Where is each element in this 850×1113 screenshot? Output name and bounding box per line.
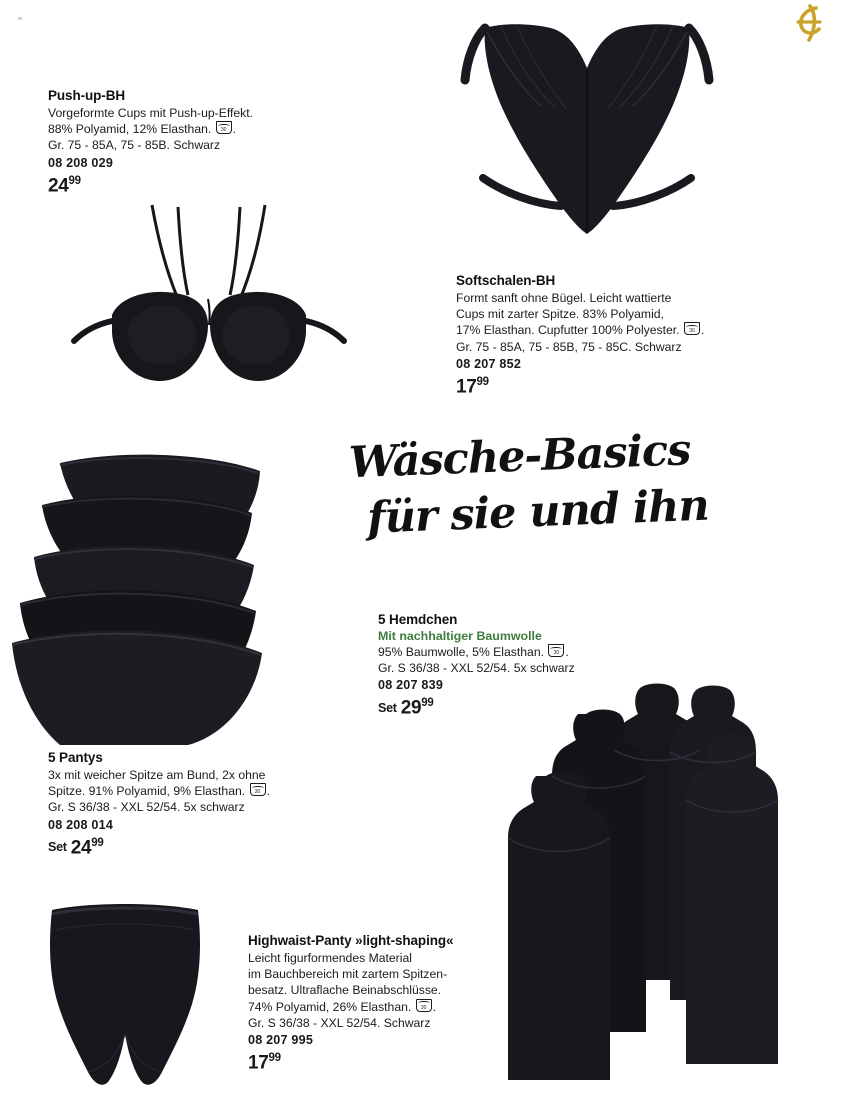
product-description: 3x mit weicher Spitze am Bund, 2x ohne Spitze. 91% Polyamid, 9% Elasthan. 30 . Gr. S 36/38 - XXL 52/54. 5x schwarz <box>48 767 318 816</box>
desc-line-2: 88% Polyamid, 12% Elasthan. <box>48 122 212 137</box>
price-cents: 99 <box>268 1052 281 1065</box>
product-description: Formt sanft ohne Bügel. Leicht wattierte Cups mit zarter Spitze. 83% Polyamid, 17% Elasthan. Cupfutter 100% Polyester. 30 . Gr. 75 - 85A, 75 - 85B, 75 - 85C. Schwarz <box>456 290 736 355</box>
price <box>48 837 318 859</box>
page-corner-mark: ≡ <box>18 16 22 23</box>
desc-line-1: Formt sanft ohne Bügel. Leicht wattierte <box>456 291 672 305</box>
price-cents: 99 <box>68 174 81 187</box>
product-block-5-hemdchen <box>378 612 648 720</box>
desc-line-2: Spitze. 91% Polyamid, 9% Elasthan. <box>48 784 246 799</box>
product-subtitle: Mit nachhaltiger Baumwolle <box>378 629 542 643</box>
product-description: Vorgeformte Cups mit Push-up-Effekt. 88% Polyamid, 12% Elasthan. 30 . Gr. 75 - 85A, 75 - 85B. Schwarz <box>48 105 308 154</box>
brand-logo <box>786 4 832 44</box>
product-description: Leicht figurformendes Material im Bauchbereich mit zartem Spitzen- besatz. Ultraflache Beinabschlüsse. 74% Polyamid, 26% Elasthan. 30 . Gr. S 36/38 - XXL 52/54. Schwarz <box>248 950 508 1031</box>
product-block-softschalen-bh <box>456 273 736 398</box>
product-title: Softschalen-BH <box>456 273 556 288</box>
article-number: 08 207 839 <box>378 678 444 693</box>
article-number: 08 208 029 <box>48 155 114 170</box>
desc-line-1: Vorgeformte Cups mit Push-up-Effekt. <box>48 106 254 120</box>
product-title: Push-up-BH <box>48 88 125 103</box>
desc-line-3: besatz. Ultraflache Beinabschlüsse. <box>248 983 442 998</box>
wash-30-icon <box>416 999 432 1012</box>
price-set-label: Set <box>378 700 397 715</box>
wash-30-icon <box>250 783 266 796</box>
price <box>456 376 736 398</box>
wash-30-icon <box>548 644 564 657</box>
desc-line-2: im Bauchbereich mit zartem Spitzen- <box>248 967 448 982</box>
price-cents: 99 <box>476 375 489 388</box>
wash-30-icon <box>684 322 700 335</box>
desc-line-1: 95% Baumwolle, 5% Elasthan. <box>378 645 544 659</box>
product-image-5-hemdchen <box>490 680 835 1080</box>
product-title: Highwaist-Panty »light-shaping« <box>248 933 454 948</box>
product-block-push-up-bh <box>48 88 308 197</box>
desc-line-1: 3x mit weicher Spitze am Bund, 2x ohne <box>48 768 266 782</box>
product-block-5-pantys <box>48 750 318 859</box>
price-cents: 99 <box>421 697 434 710</box>
price-cents: 99 <box>91 836 104 849</box>
desc-line-3: Gr. 75 - 85A, 75 - 85B. Schwarz <box>48 138 221 153</box>
wash-30-icon <box>216 121 232 134</box>
product-image-push-up-bh <box>60 195 360 410</box>
desc-line-5: Gr. S 36/38 - XXL 52/54. Schwarz <box>248 1015 431 1030</box>
product-image-5-pantys <box>0 445 340 745</box>
product-description: 95% Baumwolle, 5% Elasthan. 30 . Gr. S 36/38 - XXL 52/54. 5x schwarz <box>378 644 648 676</box>
desc-line-2: Cups mit zarter Spitze. 83% Polyamid, <box>456 307 664 322</box>
product-title: 5 Hemdchen <box>378 612 458 627</box>
product-image-softschalen-bh <box>455 10 725 265</box>
price-set-label: Set <box>48 839 67 854</box>
price <box>248 1052 508 1074</box>
price <box>48 175 308 197</box>
product-block-highwaist-panty <box>248 933 508 1074</box>
article-number: 08 207 852 <box>456 356 522 371</box>
article-number: 08 208 014 <box>48 817 114 832</box>
price-euro: 17 <box>248 1052 269 1074</box>
price-euro: 24 <box>70 836 92 858</box>
product-image-highwaist-panty <box>10 900 240 1100</box>
article-number: 08 207 995 <box>248 1033 314 1048</box>
headline-line-2: für sie und ihn <box>366 480 710 544</box>
desc-line-4: 74% Polyamid, 26% Elasthan. <box>248 999 412 1014</box>
desc-line-3: 17% Elasthan. Cupfutter 100% Polyester. <box>456 323 680 338</box>
desc-line-2: Gr. S 36/38 - XXL 52/54. 5x schwarz <box>378 661 575 676</box>
price-euro: 24 <box>48 174 69 196</box>
desc-line-4: Gr. 75 - 85A, 75 - 85B, 75 - 85C. Schwarz <box>456 339 682 354</box>
section-headline <box>338 425 741 544</box>
desc-line-3: Gr. S 36/38 - XXL 52/54. 5x schwarz <box>48 800 245 815</box>
headline-line-1: Wäsche-Basics <box>348 425 692 489</box>
price-euro: 17 <box>456 376 477 398</box>
product-title: 5 Pantys <box>48 750 103 765</box>
price-euro: 29 <box>400 697 422 719</box>
price <box>378 697 648 719</box>
desc-line-1: Leicht figurformendes Material <box>248 951 412 965</box>
